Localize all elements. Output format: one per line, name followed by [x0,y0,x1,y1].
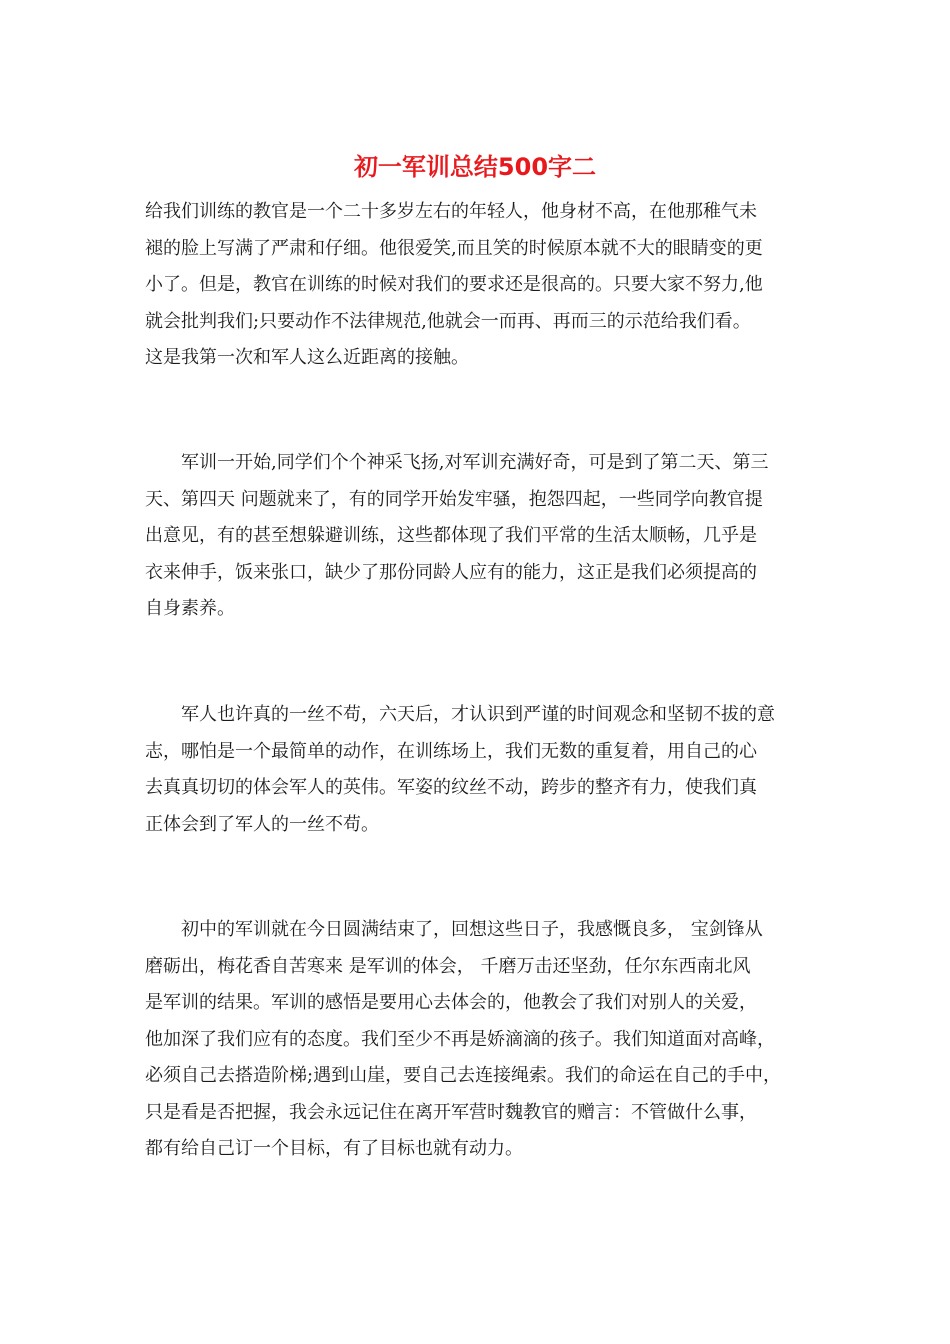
paragraph-line: 初中的军训就在今日圆满结束了，回想这些日子，我感慨良多， 宝剑锋从 [145,919,763,940]
paragraph-3 [145,697,817,843]
paragraph-line: 小了。但是，教官在训练的时候对我们的要求还是很高的。只要大家不努力,他 [145,274,763,295]
paragraph-line: 就会批判我们;只要动作不法律规范,他就会一而再、再而三的示范给我们看。 [145,310,751,332]
paragraph-line: 军训一开始,同学们个个神采飞扬,对军训充满好奇，可是到了第二天、第三 [145,452,769,473]
paragraph-line: 志，哪怕是一个最简单的动作，在训练场上，我们无数的重复着，用自己的心 [145,740,757,762]
paragraph-line: 必须自己去搭造阶梯;遇到山崖，要自己去连接绳索。我们的命运在自己的手中， [145,1065,782,1086]
paragraph-line: 都有给自己订一个目标，有了目标也就有动力。 [145,1138,523,1159]
document-title: 初一军训总结500字二 [353,153,597,181]
paragraph-line: 军人也许真的一丝不苟，六天后，才认识到严谨的时间观念和坚韧不拔的意 [145,704,775,725]
paragraph-line: 自身素养。 [145,598,235,619]
paragraph-line: 这是我第一次和军人这么近距离的接触。 [145,347,469,368]
paragraph-line: 给我们训练的教官是一个二十多岁左右的年轻人，他身材不高，在他那稚气未 [145,201,757,222]
paragraph-line: 正体会到了军人的一丝不苟。 [145,813,379,835]
paragraph-4 [145,912,817,1168]
paragraph-line: 磨砺出，梅花香自苦寒来 是军训的体会， 千磨万击还坚劲，任尔东西南北风 [145,955,751,977]
paragraph-line: 天、第四天 问题就来了，有的同学开始发牢骚，抱怨四起，一些同学向教官提 [145,488,763,510]
paragraph-2 [145,445,817,628]
paragraph-line: 只是看是否把握，我会永远记住在离开军营时魏教官的赠言：不管做什么事， [145,1101,757,1123]
paragraph-line: 他加深了我们应有的态度。我们至少不再是娇滴滴的孩子。我们知道面对高峰， [145,1028,775,1050]
paragraph-line: 衣来伸手，饭来张口，缺少了那份同龄人应有的能力，这正是我们必须提高的 [145,561,757,583]
paragraph-line: 去真真切切的体会军人的英伟。军姿的纹丝不动，跨步的整齐有力，使我们真 [145,777,757,798]
paragraph-line: 是军训的结果。军训的感悟是要用心去体会的，他教会了我们对别人的关爱， [145,992,757,1013]
paragraph-line: 褪的脸上写满了严肃和仔细。他很爱笑,而且笑的时候原本就不大的眼睛变的更 [145,237,763,259]
paragraph-line: 出意见，有的甚至想躲避训练，这些都体现了我们平常的生活太顺畅，几乎是 [145,525,757,546]
paragraph-1 [145,194,817,377]
